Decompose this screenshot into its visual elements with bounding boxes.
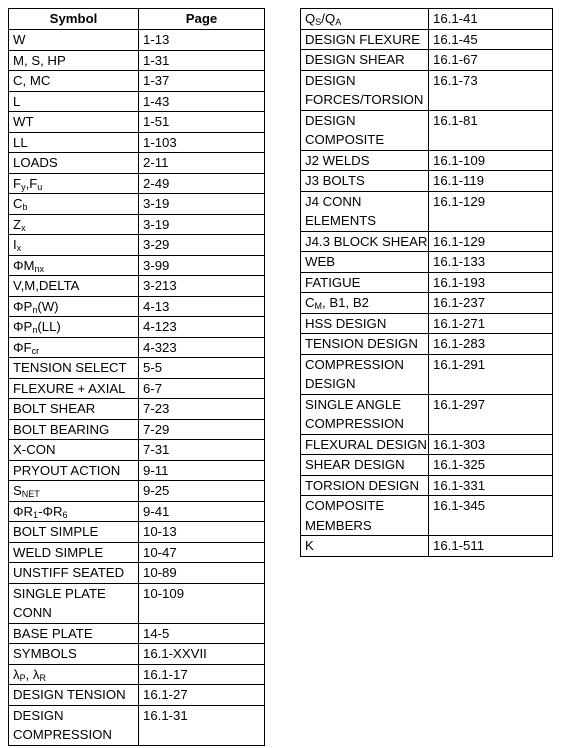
- symbol-cell: [9, 296, 139, 317]
- page-cell: 16.1-17: [139, 664, 265, 685]
- symbol-text: FLEXURE + AXIAL: [13, 380, 126, 396]
- table-row: [9, 194, 265, 215]
- table-row: [9, 255, 265, 276]
- symbol-subscript: 1: [33, 509, 39, 520]
- table-row: [301, 50, 553, 71]
- symbol-text: TENSION DESIGN: [305, 336, 418, 351]
- table-row: [301, 9, 553, 30]
- table-row: [9, 623, 265, 644]
- symbol-cell: [9, 91, 139, 112]
- symbol-text: DESIGN FORCES/TORSION: [305, 72, 424, 107]
- table-row: [9, 358, 265, 379]
- page-cell: 1-37: [139, 71, 265, 92]
- symbol-cell: [301, 455, 429, 476]
- page-cell: 9-11: [139, 460, 265, 481]
- symbol-text: BOLT BEARING: [13, 421, 110, 437]
- symbol-text: /Q: [321, 11, 336, 26]
- symbol-text: WELD SIMPLE: [13, 544, 104, 560]
- symbol-text: J4 CONN ELEMENTS: [305, 193, 377, 228]
- symbol-text: ΦR: [13, 503, 34, 519]
- symbol-cell: [301, 293, 429, 314]
- symbol-text: J2 WELDS: [305, 152, 370, 168]
- symbol-cell: [301, 9, 429, 30]
- page-cell: 5-5: [139, 358, 265, 379]
- table-row: [9, 522, 265, 543]
- page-cell: 6-7: [139, 378, 265, 399]
- symbol-text: ΦF: [13, 339, 32, 355]
- page-cell: 16.1-303: [429, 434, 553, 455]
- page-cell: 16.1-67: [429, 50, 553, 71]
- table-row: [9, 173, 265, 194]
- table-row: [301, 191, 553, 231]
- symbol-cell: [9, 214, 139, 235]
- symbol-text: Q: [305, 11, 316, 26]
- symbol-text: DESIGN FLEXURE: [305, 31, 421, 47]
- page-cell: 16.1-XXVII: [139, 644, 265, 665]
- table-row: [301, 536, 553, 557]
- symbol-text: J3 BOLTS: [305, 173, 365, 188]
- symbol-text: UNSTIFF SEATED: [13, 565, 125, 580]
- symbol-text: λ: [13, 666, 20, 682]
- symbol-cell: [9, 276, 139, 297]
- table-row: [9, 664, 265, 685]
- page-cell: 16.1-129: [429, 191, 553, 231]
- table-row: [9, 153, 265, 174]
- page-cell: 16.1-271: [429, 313, 553, 334]
- symbol-cell: [9, 71, 139, 92]
- table-row: [301, 455, 553, 476]
- symbol-text: DESIGN COMPOSITE: [305, 112, 385, 147]
- table-row: [301, 70, 553, 110]
- table-row: [9, 378, 265, 399]
- symbol-cell: [9, 583, 139, 623]
- page-cell: 4-323: [139, 337, 265, 358]
- table-row: [9, 276, 265, 297]
- symbol-cell: [9, 358, 139, 379]
- page-cell: 2-11: [139, 153, 265, 174]
- symbol-text: S: [13, 483, 22, 498]
- symbol-cell: [9, 481, 139, 502]
- page-cell: 16.1-81: [429, 110, 553, 150]
- page-cell: 14-5: [139, 623, 265, 644]
- page-cell: 16.1-119: [429, 171, 553, 192]
- table-row: [301, 475, 553, 496]
- page-cell: 4-123: [139, 317, 265, 338]
- table-row: [301, 150, 553, 171]
- page-cell: 1-43: [139, 91, 265, 112]
- page-cell: 3-99: [139, 255, 265, 276]
- symbol-cell: [9, 644, 139, 665]
- left-index-table: [8, 8, 265, 746]
- table-row: [9, 419, 265, 440]
- symbol-cell: [301, 110, 429, 150]
- symbol-cell: [301, 354, 429, 394]
- page-cell: 16.1-345: [429, 496, 553, 536]
- page-cell: 1-31: [139, 50, 265, 71]
- table-row: [9, 214, 265, 235]
- symbol-cell: [9, 30, 139, 51]
- symbol-cell: [301, 394, 429, 434]
- symbol-text: K: [305, 538, 314, 553]
- table-row: [9, 481, 265, 502]
- page-cell: 4-13: [139, 296, 265, 317]
- page-cell: 16.1-283: [429, 334, 553, 355]
- symbol-text: BASE PLATE: [13, 625, 93, 641]
- table-row: [301, 496, 553, 536]
- page-cell: 3-29: [139, 235, 265, 256]
- symbol-text: DESIGN TENSION: [13, 687, 126, 702]
- table-row: [9, 50, 265, 71]
- symbol-text: ,F: [25, 175, 38, 191]
- symbol-text: LOADS: [13, 155, 58, 170]
- page-cell: 16.1-193: [429, 272, 553, 293]
- page-cell: 16.1-31: [139, 705, 265, 745]
- table-row: [9, 563, 265, 584]
- table-row: [9, 296, 265, 317]
- symbol-subscript: n: [32, 325, 38, 335]
- symbol-subscript: b: [22, 202, 28, 212]
- symbol-cell: [9, 378, 139, 399]
- symbol-cell: [301, 272, 429, 293]
- page-cell: 9-25: [139, 481, 265, 502]
- table-row: [301, 29, 553, 50]
- page-cell: 3-19: [139, 194, 265, 215]
- symbol-cell: [9, 337, 139, 358]
- symbol-text: ΦP: [13, 298, 33, 314]
- symbol-cell: [9, 419, 139, 440]
- symbol-text: F: [13, 175, 22, 191]
- table-row: [9, 685, 265, 706]
- symbol-text: SINGLE ANGLE COMPRESSION: [305, 396, 404, 431]
- symbol-cell: [9, 235, 139, 256]
- symbol-text: SYMBOLS: [13, 646, 77, 661]
- page-cell: 16.1-45: [429, 29, 553, 50]
- page-cell: 16.1-511: [429, 536, 553, 557]
- table-row: [9, 705, 265, 745]
- page-cell: 1-51: [139, 112, 265, 133]
- symbol-subscript: R: [39, 672, 47, 683]
- symbol-header: Symbol: [9, 9, 139, 30]
- table-row: [301, 394, 553, 434]
- symbol-subscript: y: [21, 181, 26, 192]
- symbol-subscript: A: [335, 17, 342, 27]
- symbol-subscript: nx: [34, 263, 45, 274]
- symbol-text: (W): [37, 298, 59, 314]
- page-cell: 16.1-41: [429, 9, 553, 30]
- page-cell: 10-47: [139, 542, 265, 563]
- symbol-text: M, S, HP: [13, 52, 66, 68]
- symbol-cell: [301, 50, 429, 71]
- page-cell: 7-31: [139, 440, 265, 461]
- symbol-cell: [9, 440, 139, 461]
- table-row: [9, 644, 265, 665]
- symbol-text: LL: [13, 134, 28, 150]
- table-row: [9, 112, 265, 133]
- symbol-text: TENSION SELECT: [13, 360, 127, 375]
- page-cell: 3-213: [139, 276, 265, 297]
- page-cell: 16.1-325: [429, 455, 553, 476]
- table-row: [9, 317, 265, 338]
- symbol-text: WT: [13, 114, 34, 129]
- symbol-subscript: 6: [62, 509, 68, 520]
- table-row: [9, 30, 265, 51]
- symbol-cell: [9, 255, 139, 276]
- symbol-subscript: P: [19, 672, 26, 683]
- symbol-cell: [301, 313, 429, 334]
- symbol-text: C: [305, 295, 315, 310]
- symbol-text: V,M,DELTA: [13, 278, 80, 293]
- symbol-text: DESIGN SHEAR: [305, 52, 405, 67]
- symbol-cell: [9, 664, 139, 685]
- symbol-cell: [9, 153, 139, 174]
- symbol-subscript: n: [32, 304, 38, 315]
- symbol-cell: [9, 563, 139, 584]
- symbol-text: TORSION DESIGN: [305, 477, 420, 493]
- page-cell: 1-103: [139, 132, 265, 153]
- table-row: [9, 337, 265, 358]
- symbol-text: HSS DESIGN: [305, 315, 387, 331]
- symbol-text: -ΦR: [38, 503, 63, 519]
- table-row: [301, 252, 553, 273]
- symbol-subscript: NET: [21, 489, 40, 499]
- symbol-text: W: [13, 32, 26, 47]
- symbol-subscript: x: [21, 222, 26, 233]
- symbol-cell: [9, 542, 139, 563]
- page-cell: 7-29: [139, 419, 265, 440]
- page-cell: 7-23: [139, 399, 265, 420]
- symbol-text: C: [13, 196, 23, 211]
- table-row: [9, 501, 265, 522]
- symbol-text: SHEAR DESIGN: [305, 457, 405, 472]
- symbol-cell: [9, 112, 139, 133]
- symbol-cell: [301, 434, 429, 455]
- symbol-cell: [9, 705, 139, 745]
- table-row: [301, 110, 553, 150]
- page-cell: 16.1-297: [429, 394, 553, 434]
- symbol-cell: [301, 536, 429, 557]
- symbol-text: SINGLE PLATE CONN: [13, 585, 106, 620]
- table-row: [301, 293, 553, 314]
- symbol-text: , λ: [25, 666, 40, 682]
- table-row: [9, 583, 265, 623]
- table-row: [9, 91, 265, 112]
- symbol-text: FLEXURAL DESIGN: [305, 436, 427, 452]
- page-cell: 16.1-129: [429, 231, 553, 252]
- page-cell: 16.1-27: [139, 685, 265, 706]
- symbol-cell: [9, 317, 139, 338]
- symbol-text: COMPOSITE MEMBERS: [305, 498, 385, 533]
- header-row: [9, 9, 265, 30]
- page-cell: 16.1-73: [429, 70, 553, 110]
- table-row: [9, 440, 265, 461]
- page-header: Page: [139, 9, 265, 30]
- symbol-text: DESIGN COMPRESSION: [13, 707, 112, 742]
- page-cell: 16.1-291: [429, 354, 553, 394]
- symbol-text: BOLT SHEAR: [13, 401, 96, 416]
- page-cell: 16.1-237: [429, 293, 553, 314]
- symbol-text: ΦP: [13, 319, 33, 334]
- symbol-text: COMPRESSION DESIGN: [305, 356, 404, 391]
- symbol-text: I: [13, 237, 17, 252]
- symbol-cell: [301, 29, 429, 50]
- page-cell: 1-13: [139, 30, 265, 51]
- symbol-cell: [9, 173, 139, 194]
- symbol-text: FATIGUE: [305, 274, 361, 290]
- symbol-text: Z: [13, 216, 22, 232]
- table-row: [301, 313, 553, 334]
- table-row: [9, 460, 265, 481]
- table-row: [301, 272, 553, 293]
- table-row: [301, 354, 553, 394]
- symbol-subscript: M: [314, 301, 323, 311]
- symbol-cell: [9, 460, 139, 481]
- table-row: [301, 434, 553, 455]
- symbol-cell: [301, 334, 429, 355]
- symbol-subscript: S: [315, 17, 322, 27]
- table-row: [9, 132, 265, 153]
- page-cell: 3-19: [139, 214, 265, 235]
- page-cell: 16.1-109: [429, 150, 553, 171]
- symbol-cell: [301, 150, 429, 171]
- symbol-text: X-CON: [13, 442, 56, 457]
- symbol-text: ΦM: [13, 257, 35, 273]
- page-cell: 10-13: [139, 522, 265, 543]
- symbol-text: L: [13, 93, 21, 109]
- symbol-subscript: x: [16, 243, 22, 253]
- symbol-text: PRYOUT ACTION: [13, 462, 121, 478]
- symbol-subscript: u: [37, 181, 43, 192]
- symbol-cell: [9, 685, 139, 706]
- symbol-cell: [301, 252, 429, 273]
- symbol-cell: [301, 496, 429, 536]
- symbol-text: , B1, B2: [322, 295, 369, 310]
- symbol-text: WEB: [305, 254, 336, 269]
- symbol-text: C, MC: [13, 73, 51, 88]
- page-cell: 2-49: [139, 173, 265, 194]
- symbol-cell: [9, 194, 139, 215]
- table-row: [301, 171, 553, 192]
- page-cell: 10-109: [139, 583, 265, 623]
- symbol-cell: [9, 501, 139, 522]
- symbol-subscript: cr: [31, 345, 40, 356]
- page-cell: 16.1-331: [429, 475, 553, 496]
- symbol-cell: [9, 399, 139, 420]
- symbol-cell: [301, 231, 429, 252]
- symbol-cell: [301, 70, 429, 110]
- table-row: [301, 231, 553, 252]
- right-index-table: [300, 8, 553, 557]
- page-cell: 10-89: [139, 563, 265, 584]
- symbol-cell: [301, 191, 429, 231]
- symbol-cell: [9, 50, 139, 71]
- symbol-cell: [301, 171, 429, 192]
- symbol-text: BOLT SIMPLE: [13, 524, 99, 539]
- page-cell: 16.1-133: [429, 252, 553, 273]
- symbol-text: (LL): [37, 319, 61, 334]
- table-row: [9, 399, 265, 420]
- symbol-cell: [301, 475, 429, 496]
- table-row: [301, 334, 553, 355]
- symbol-cell: [9, 522, 139, 543]
- table-row: [9, 71, 265, 92]
- symbol-cell: [9, 132, 139, 153]
- symbol-text: J4.3 BLOCK SHEAR: [305, 233, 428, 249]
- symbol-cell: [9, 623, 139, 644]
- table-row: [9, 235, 265, 256]
- table-row: [9, 542, 265, 563]
- page-cell: 9-41: [139, 501, 265, 522]
